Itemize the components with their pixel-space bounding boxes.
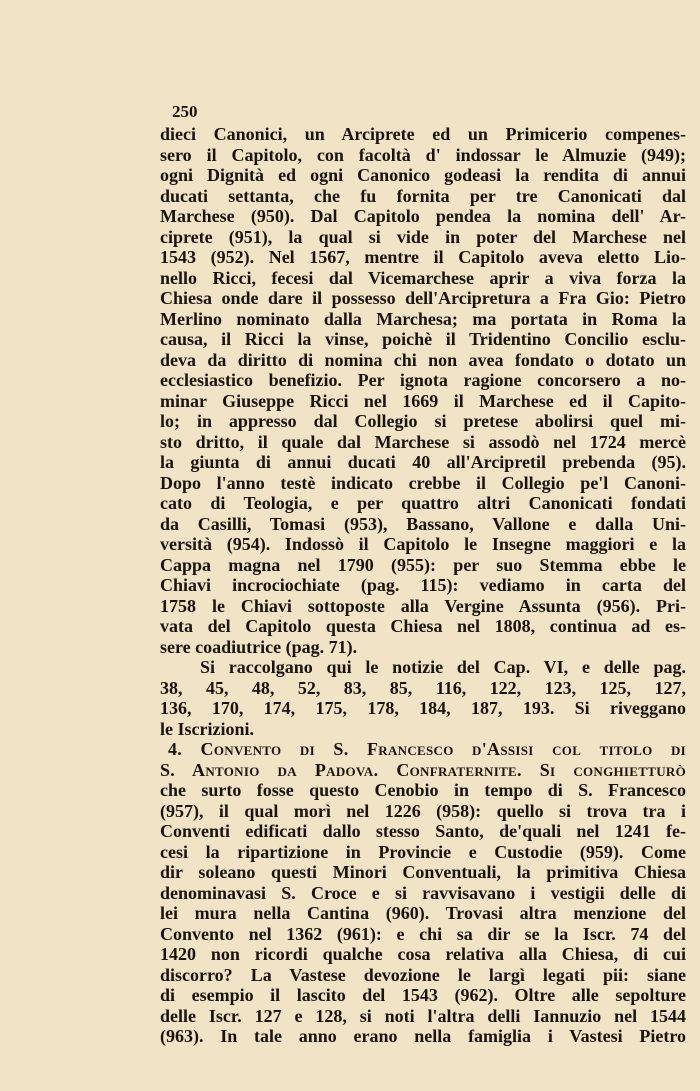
text-line: S. Antonio da Padova. Confraternite. Si conghietturò (160, 759, 686, 780)
text-line: ogni Dignità ed ogni Canonico godeasi la rendita di annui (160, 165, 686, 185)
text-line: 1758 le Chiavi sottoposte alla Vergine Assunta (956). Pri- (160, 595, 686, 616)
text-line: Conventi edificati dallo stesso Santo, de'quali nel 1241 fe- (160, 821, 686, 841)
text-line: la giunta di annui ducati 40 all'Arcipretil prebenda (95). (160, 452, 686, 472)
text-line: sero il Capitolo, con facoltà d' indossar le Almuzie (949); (160, 144, 686, 165)
text-line: le Iscrizioni. (160, 718, 254, 739)
text-line: dieci Canonici, un Arciprete ed un Primicerio compenes- (160, 124, 686, 144)
text-line: Dopo l'anno testè indicato crebbe il Collegio pe'l Canoni- (160, 472, 686, 493)
page-number: 250 (172, 102, 198, 121)
text-line: causa, il Ricci la vinse, poichè il Tridentino Concilio esclu- (160, 329, 686, 349)
text-line: cesi la ripartizione in Provincie e Custodie (959). Come (160, 841, 686, 862)
text-line: Chiesa onde dare il possesso dell'Arcipretura a Fra Gio: Pietro (160, 288, 686, 308)
text-line: lo; in appresso dal Collegio si pretese abolirsi quel mi- (160, 411, 686, 431)
text-line: Merlino nominato dalla Marchesa; ma portata in Roma la (160, 308, 686, 329)
text-line: da Casilli, Tomasi (953), Bassano, Vallone e dalla Uni- (160, 513, 686, 534)
text-line: lei mura nella Cantina (960). Trovasi altra menzione del (160, 903, 686, 923)
text-line: ecclesiastico benefizio. Per ignota ragione concorsero a no- (160, 370, 686, 390)
text-line: denominavasi S. Croce e si ravvisavano i vestigii delle di (160, 882, 686, 903)
text-line: cato di Teologia, e per quattro altri Canonicati fondati (160, 493, 686, 513)
text-line: dir soleano questi Minori Conventuali, la primitiva Chiesa (160, 862, 686, 882)
text-line: 38, 45, 48, 52, 83, 85, 116, 122, 123, 125, 127, (160, 677, 686, 698)
text-line: ducati settanta, che fu fornita per tre Canonicati dal (160, 185, 686, 206)
text-line: sere coadiutrice (pag. 71). (160, 636, 358, 657)
text-line: 1420 non ricordi qualche cosa relativa alla Chiesa, di cui (160, 944, 686, 964)
text-line: 4. Convento di S. Francesco d'Assisi col titolo di (168, 739, 686, 759)
text-line: ciprete (951), la qual si vide in poter del Marchese nel (160, 226, 686, 247)
text-line: deva da diritto di nomina chi non avea fondato o dotato un (160, 349, 686, 370)
text-line: vata del Capitolo questa Chiesa nel 1808, continua ad es- (160, 616, 686, 636)
text-line: Convento nel 1362 (961): e chi sa dir se la Iscr. 74 del (160, 923, 686, 944)
text-line: minar Giuseppe Ricci nel 1669 il Marchese ed il Capito- (160, 390, 686, 411)
body-text (160, 124, 686, 1047)
text-line: discorro? La Vastese devozione le largì legati pii: siane (160, 964, 686, 985)
text-line: 136, 170, 174, 175, 178, 184, 187, 193. Si riveggano (160, 698, 686, 718)
text-line: Chiavi incrociochiate (pag. 115): vediamo in carta del (160, 575, 686, 595)
text-line: versità (954). Indossò il Capitolo le Insegne maggiori e la (160, 534, 686, 554)
text-line: delle Iscr. 127 e 128, si noti l'altra delli Iannuzio nel 1544 (160, 1005, 686, 1026)
text-line: (957), il qual morì nel 1226 (958): quello si trova tra i (160, 800, 686, 821)
text-line: (963). In tale anno erano nella famiglia i Vastesi Pietro (160, 1026, 686, 1046)
text-line: sto dritto, il quale dal Marchese si assodò nel 1724 mercè (160, 431, 686, 452)
text-line: Si raccolgano qui le notizie del Cap. VI, e delle pag. (200, 657, 686, 677)
text-line: Cappa magna nel 1790 (955): per suo Stemma ebbe le (160, 554, 686, 575)
text-line: Marchese (950). Dal Capitolo pendea la nomina dell' Ar- (160, 206, 686, 226)
text-line: 1543 (952). Nel 1567, mentre il Capitolo aveva eletto Lio- (160, 247, 686, 267)
text-line: di esempio il lascito del 1543 (962). Oltre alle sepolture (160, 985, 686, 1005)
text-line: nello Ricci, fecesi dal Vicemarchese aprir a viva forza la (160, 267, 686, 288)
text-line: che surto fosse questo Cenobio in tempo di S. Francesco (160, 780, 686, 800)
